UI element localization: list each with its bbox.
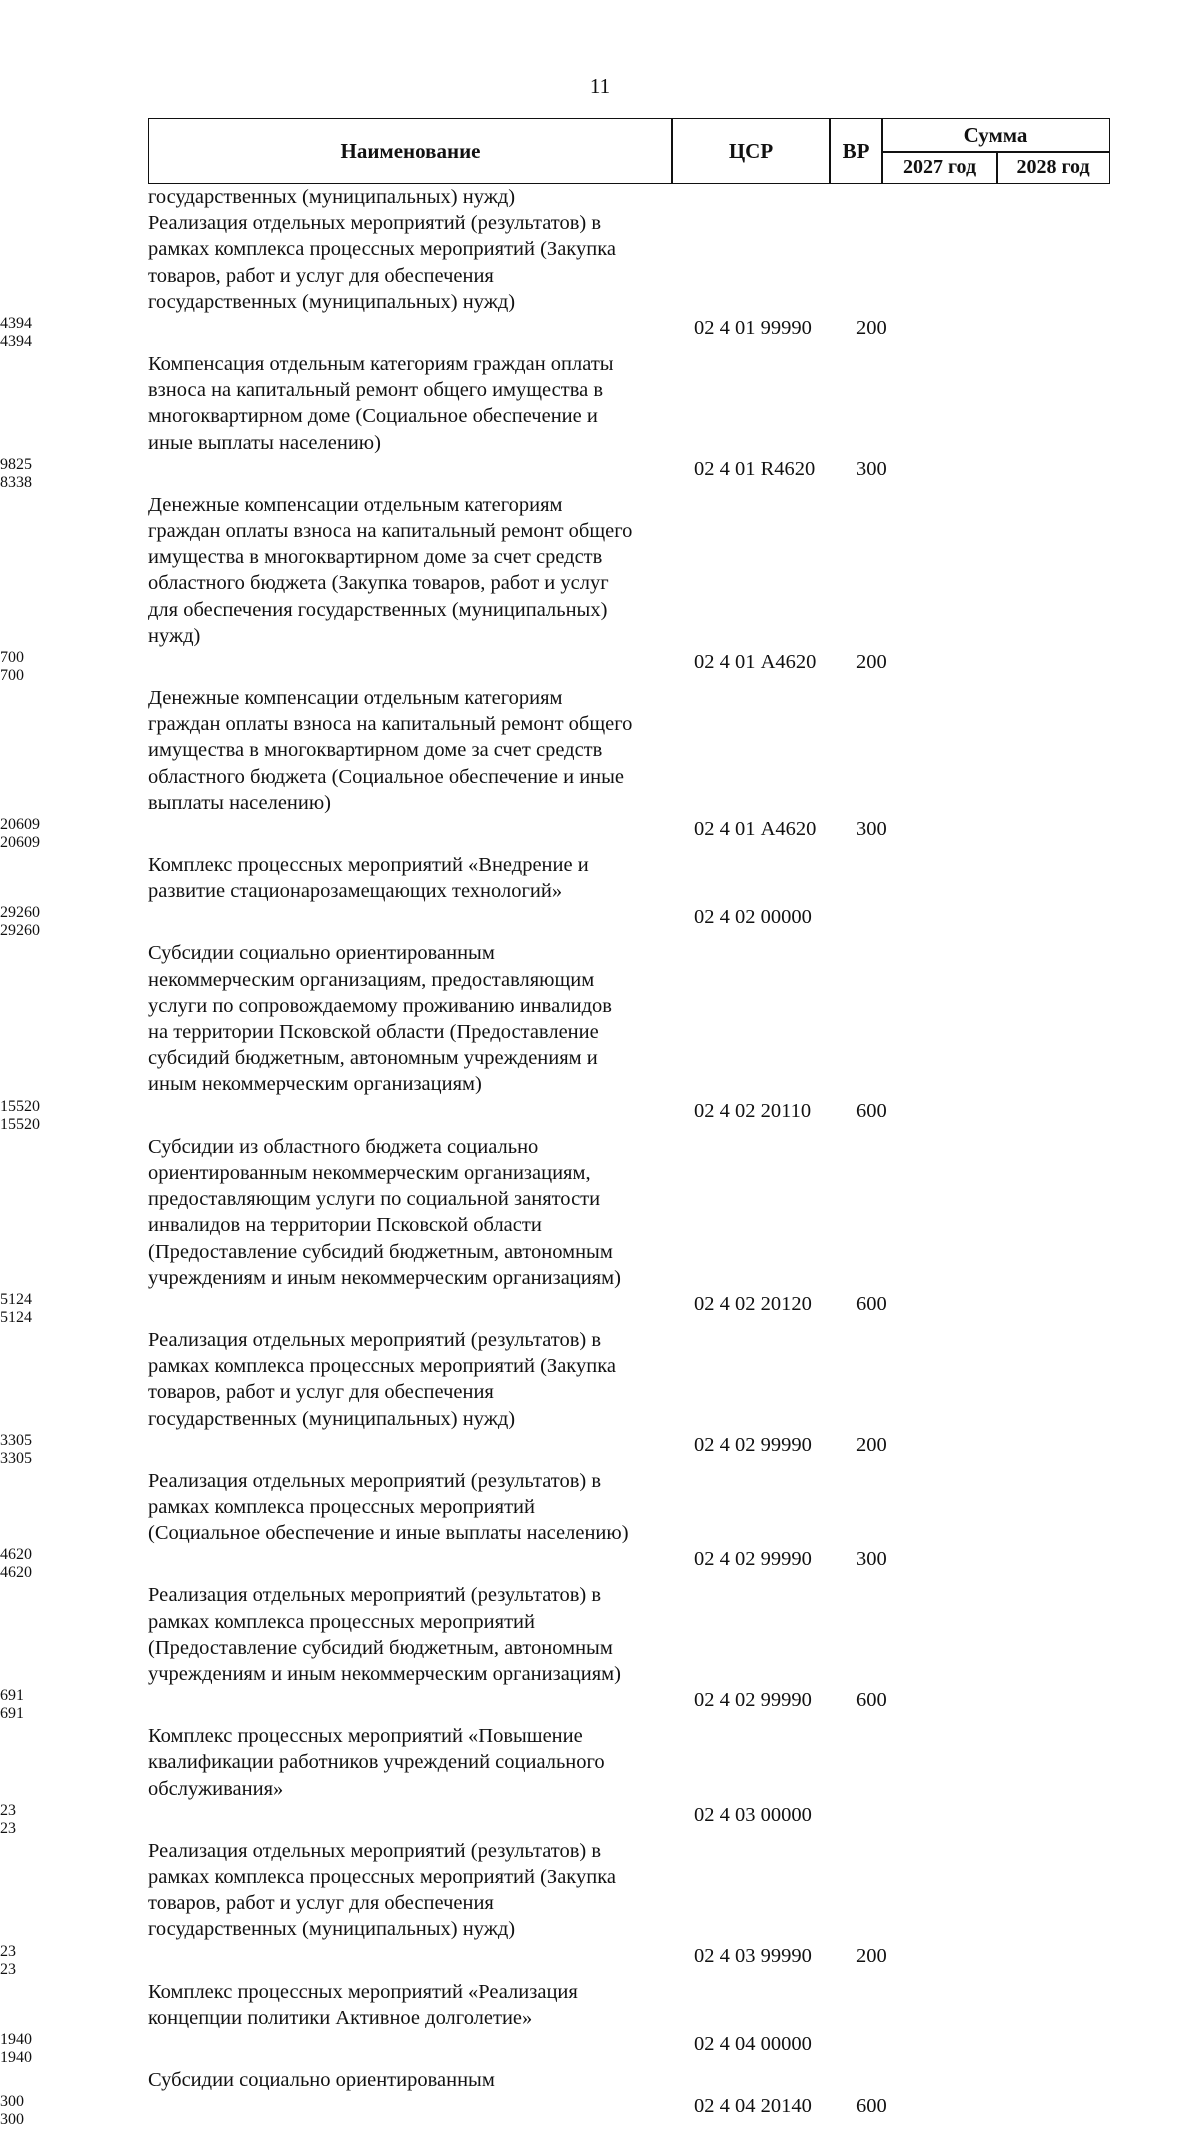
row-vr: 200	[856, 1944, 887, 1967]
row-sum-2027: 23	[0, 1801, 16, 1819]
row-csr: 02 4 04 00000	[694, 2032, 812, 2055]
header-name: Наименование	[148, 118, 673, 184]
table-row	[0, 852, 1200, 940]
row-sum-2027: 15520	[0, 1097, 40, 1115]
table-row	[0, 1327, 1200, 1468]
row-csr: 02 4 01 А4620	[694, 651, 817, 674]
row-csr: 02 4 02 99990	[694, 1689, 812, 1712]
row-sum-2027: 9825	[0, 455, 32, 473]
row-sum-2028: 1940	[0, 2048, 32, 2066]
row-sum-2027: 4620	[0, 1546, 32, 1564]
row-vr: 300	[856, 1548, 887, 1571]
row-name: Реализация отдельных мероприятий (результатов) в рамках комплекса процессных мероприятий (Закупка товаров, работ и услуг для обеспечения государственных (муниципальных) нужд)	[148, 212, 616, 313]
row-name: Реализация отдельных мероприятий (результатов) в рамках комплекса процессных мероприятий (Закупка товаров, работ и услуг для обеспечения государственных (муниципальных) нужд)	[148, 1839, 616, 1941]
row-name: Денежные компенсации отдельным категориям граждан оплаты взноса на капитальный ремонт общего имущества в многоквартирном доме за счет средств областного бюджета (Социальное обеспечение и иные выплаты населению)	[148, 687, 633, 814]
row-name: Комплекс процессных мероприятий «Реализация концепции политики Активное долголетие»	[148, 1980, 578, 2029]
table-row	[0, 2067, 1200, 2129]
row-csr: 02 4 03 00000	[694, 1803, 812, 1826]
row-vr: 200	[856, 317, 887, 340]
row-sum-2028: 700	[0, 667, 24, 685]
row-name: государственных (муниципальных) нужд)	[148, 186, 516, 208]
row-name: Реализация отдельных мероприятий (результатов) в рамках комплекса процессных мероприятий (Социальное обеспечение и иные выплаты населению)	[148, 1469, 629, 1545]
row-sum-2028: 4394	[0, 333, 32, 351]
row-csr: 02 4 02 99990	[694, 1548, 812, 1571]
header-csr: ЦСР	[671, 118, 831, 184]
row-sum-2028: 8338	[0, 473, 32, 491]
row-name: Реализация отдельных мероприятий (результатов) в рамках комплекса процессных мероприятий (Предоставление субсидий бюджетным, автономным учреждениям и иным некоммерческим организациям)	[148, 1584, 621, 1685]
row-name: Субсидии социально ориентированным	[148, 2068, 495, 2091]
row-sum-2027: 700	[0, 649, 24, 667]
table-row	[0, 1134, 1200, 1327]
row-name: Субсидии социально ориентированным некоммерческим организациям, предоставляющим услуги по сопровождаемому проживанию инвалидов на территории Псковской области (Предоставление субсидий бюджетным, автономным учреждениям и иным некоммерческим организациям)	[148, 942, 612, 1096]
row-sum-2027: 5124	[0, 1290, 32, 1308]
table-body	[0, 184, 1200, 2129]
table-row	[0, 492, 1200, 685]
row-vr: 300	[856, 818, 887, 841]
row-vr: 200	[856, 651, 887, 674]
row-name: Комплекс процессных мероприятий «Внедрение и развитие стационарозамещающих технологий»	[148, 854, 589, 903]
row-sum-2028: 23	[0, 1960, 16, 1978]
table-row	[0, 1979, 1200, 2067]
row-sum-2027: 300	[0, 2093, 24, 2111]
row-sum-2028: 5124	[0, 1308, 32, 1326]
row-sum-2028: 4620	[0, 1564, 32, 1582]
row-name: Субсидии из областного бюджета социально ориентированным некоммерческим организациям, предоставляющим услуги по социальной занятости инвалидов на территории Псковской области (Предоставление субсидий бюджетным, автономным учреждениям и иным некоммерческим организациям)	[148, 1135, 621, 1289]
page-number: 11	[589, 74, 611, 98]
row-sum-2027: 4394	[0, 315, 32, 333]
table-row	[0, 1582, 1200, 1723]
row-vr: 600	[856, 1292, 887, 1315]
row-sum-2028: 20609	[0, 834, 40, 852]
row-sum-2027: 1940	[0, 2030, 32, 2048]
row-vr: 300	[856, 457, 887, 480]
header-sum: Сумма	[881, 118, 1110, 153]
row-csr: 02 4 01 99990	[694, 317, 812, 340]
row-sum-2028: 15520	[0, 1115, 40, 1133]
table-row	[0, 1468, 1200, 1583]
table-row	[0, 940, 1200, 1133]
table-row	[0, 1838, 1200, 1979]
row-name: Компенсация отдельным категориям граждан оплаты взноса на капитальный ремонт общего имущества в многоквартирном доме (Социальное обеспечение и иные выплаты населению)	[148, 353, 614, 454]
row-csr: 02 4 02 00000	[694, 906, 812, 929]
table-row	[0, 210, 1200, 351]
row-name: Комплекс процессных мероприятий «Повышение квалификации работников учреждений социального обслуживания»	[148, 1725, 605, 1800]
row-sum-2028: 691	[0, 1705, 24, 1723]
table-header	[148, 118, 1110, 184]
row-sum-2028: 300	[0, 2111, 24, 2129]
row-sum-2028: 3305	[0, 1449, 32, 1467]
row-csr: 02 4 01 А4620	[694, 818, 817, 841]
row-sum-2027: 23	[0, 1942, 16, 1960]
row-csr: 02 4 03 99990	[694, 1944, 812, 1967]
row-vr: 200	[856, 1433, 887, 1456]
row-vr: 600	[856, 1099, 887, 1122]
row-vr: 600	[856, 2095, 887, 2118]
row-csr: 02 4 02 99990	[694, 1433, 812, 1456]
header-year-2028: 2028 год	[996, 151, 1110, 184]
row-sum-2027: 29260	[0, 904, 40, 922]
row-sum-2027: 691	[0, 1687, 24, 1705]
row-csr: 02 4 02 20110	[694, 1099, 812, 1122]
row-sum-2027: 3305	[0, 1431, 32, 1449]
row-vr: 600	[856, 1689, 887, 1712]
row-csr: 02 4 01 R4620	[694, 457, 816, 480]
table-row	[0, 1723, 1200, 1838]
row-csr: 02 4 02 20120	[694, 1292, 812, 1315]
row-name: Реализация отдельных мероприятий (результатов) в рамках комплекса процессных мероприятий (Закупка товаров, работ и услуг для обеспечения государственных (муниципальных) нужд)	[148, 1328, 616, 1430]
row-csr: 02 4 04 20140	[694, 2095, 812, 2118]
row-sum-2028: 29260	[0, 922, 40, 940]
row-sum-2027: 20609	[0, 816, 40, 834]
table-row	[0, 685, 1200, 852]
table-row	[0, 351, 1200, 492]
header-year-2027: 2027 год	[881, 151, 998, 184]
header-vr: ВР	[829, 118, 883, 184]
row-name: Денежные компенсации отдельным категориям граждан оплаты взноса на капитальный ремонт общего имущества в многоквартирном доме за счет средств областного бюджета (Закупка товаров, работ и услуг для обеспечения государственных (муниципальных) нужд)	[148, 493, 633, 647]
table-row	[0, 184, 1200, 210]
row-sum-2028: 23	[0, 1819, 16, 1837]
